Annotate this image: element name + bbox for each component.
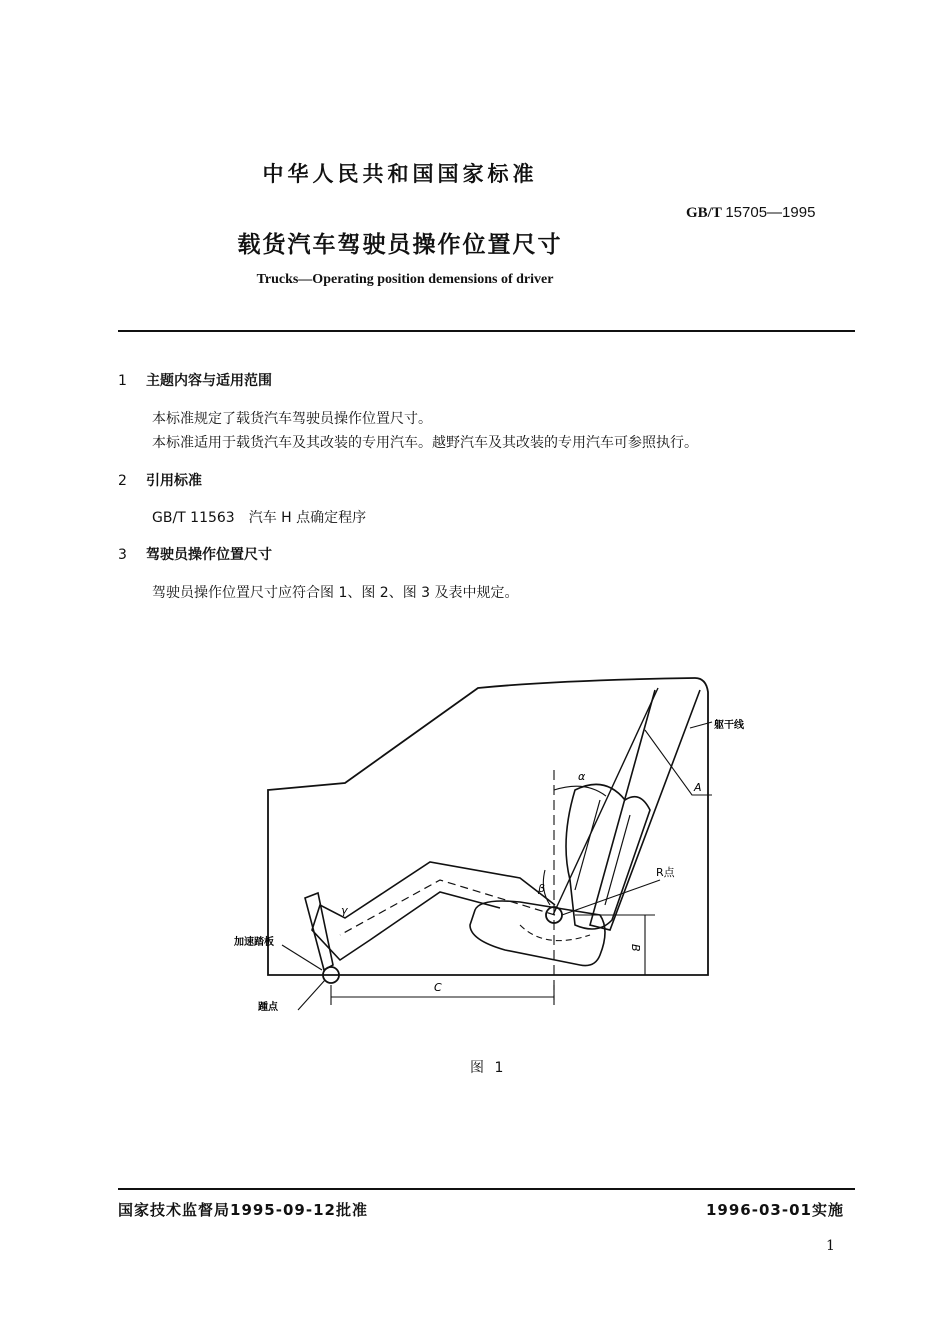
title-chinese: 载货汽车驾驶员操作位置尺寸: [237, 232, 563, 258]
standard-code: GB/T: [686, 205, 722, 221]
leg-outline: [312, 862, 555, 960]
title-english: Trucks—Operating position demensions of driver: [256, 272, 554, 287]
seat-cushion: [470, 901, 605, 966]
section-title: 引用标准: [146, 473, 202, 489]
section-1-paragraph-2: 本标准适用于载货汽车及其改装的专用汽车。越野汽车及其改装的专用汽车可参照执行。: [152, 435, 698, 451]
section-3-paragraph-1: 驾驶员操作位置尺寸应符合图 1、图 2、图 3 及表中规定。: [152, 585, 519, 601]
label-torso-line: 躯干线: [714, 720, 744, 731]
label-dim-b: B: [629, 944, 642, 952]
label-accelerator-pedal: 加速踏板: [234, 937, 274, 948]
torso-line: [553, 688, 658, 915]
label-dim-c: C: [434, 981, 442, 994]
label-r-point: R点: [656, 866, 675, 879]
section-number: 1: [118, 373, 127, 389]
accelerator-pedal: [305, 893, 333, 970]
label-alpha: α: [578, 770, 586, 783]
label-beta: β: [538, 882, 546, 895]
standard-year: 15705—1995: [725, 204, 816, 221]
label-heel-point: 踵点: [258, 1002, 278, 1013]
section-2-paragraph-1: GB/T 11563 汽车 H 点确定程序: [152, 510, 367, 526]
label-angle-a: A: [694, 781, 702, 794]
figure-caption: 图 1: [470, 1060, 507, 1076]
section-number: 2: [118, 473, 127, 489]
page-number: 1: [826, 1238, 835, 1254]
section-title: 主题内容与适用范围: [146, 373, 272, 389]
backrest-outer: [590, 690, 700, 930]
section-title: 驾驶员操作位置尺寸: [146, 547, 272, 563]
section-number: 3: [118, 547, 127, 563]
implementation-date: 1996-03-01实施: [706, 1201, 844, 1219]
section-1-paragraph-1: 本标准规定了载货汽车驾驶员操作位置尺寸。: [152, 411, 432, 427]
label-gamma: γ: [341, 904, 348, 917]
footer-rule: [118, 1188, 855, 1190]
approval-date: 国家技术监督局1995-09-12批准: [118, 1201, 368, 1219]
issuing-authority: 中华人民共和国国家标准: [262, 162, 538, 186]
